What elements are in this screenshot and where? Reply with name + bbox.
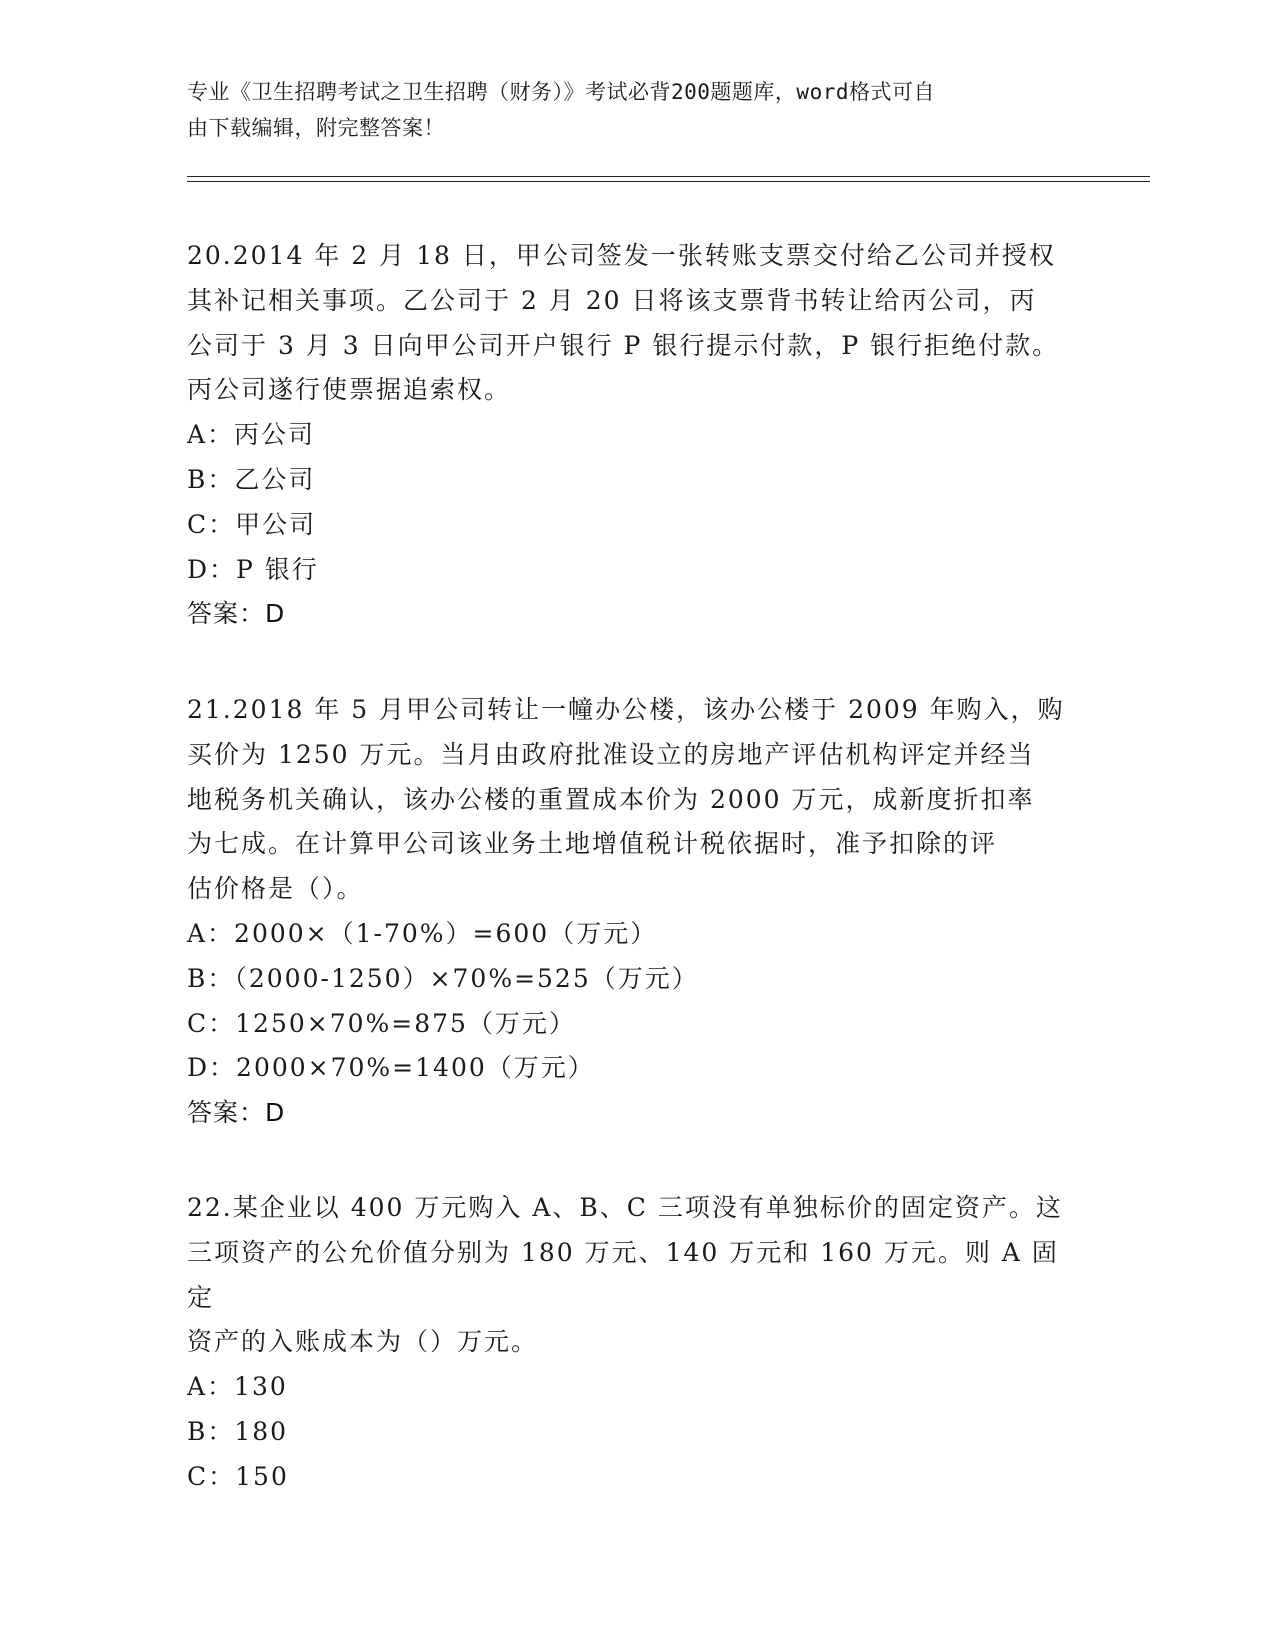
question-20 xyxy=(187,234,1067,637)
answer-label: 答案：D xyxy=(187,1098,286,1128)
header-line-1: 专业《卫生招聘考试之卫生招聘（财务）》考试必背200题题库，word格式可自 xyxy=(187,80,935,104)
stem-line: 公司于 3 月 3 日向甲公司开户银行 P 银行提示付款，P 银行拒绝付款。 xyxy=(187,330,1060,360)
stem-line: 三项资产的公允价值分别为 180 万元、140 万元和 160 万元。则 A 固定 xyxy=(187,1237,1059,1312)
option-a: A：丙公司 xyxy=(187,420,316,450)
option-b: B：（2000-1250）×70%=525（万元） xyxy=(187,963,699,993)
question-stem xyxy=(187,688,1067,912)
option-b: B：乙公司 xyxy=(187,464,316,494)
header-divider-bottom xyxy=(187,181,1150,182)
header-line-2: 由下载编辑，附完整答案！ xyxy=(187,116,445,140)
document-header xyxy=(187,74,1067,146)
stem-line: 22.某企业以 400 万元购入 A、B、C 三项没有单独标价的固定资产。这 xyxy=(187,1193,1063,1222)
header-divider-top xyxy=(187,176,1150,177)
option-a: A：2000×（1-70%）=600（万元） xyxy=(187,918,658,948)
option-c: C：甲公司 xyxy=(187,509,317,539)
stem-line: 其补记相关事项。乙公司于 2 月 20 日将该支票背书转让给丙公司，丙 xyxy=(187,285,1037,315)
option-b: B：180 xyxy=(187,1416,289,1446)
question-22 xyxy=(187,1186,1067,1500)
stem-line: 买价为 1250 万元。当月由政府批准设立的房地产评估机构评定并经当 xyxy=(187,739,1035,769)
stem-line: 丙公司遂行使票据追索权。 xyxy=(187,375,512,405)
option-c: C：1250×70%=875（万元） xyxy=(187,1008,576,1038)
stem-line: 为七成。在计算甲公司该业务土地增值税计税依据时，准予扣除的评 xyxy=(187,829,998,859)
stem-line: 资产的入账成本为（）万元。 xyxy=(187,1327,539,1357)
option-d: D：2000×70%=1400（万元） xyxy=(187,1053,595,1083)
stem-line: 21.2018 年 5 月甲公司转让一幢办公楼，该办公楼于 2009 年购入，购 xyxy=(187,695,1065,724)
stem-line: 20.2014 年 2 月 18 日，甲公司签发一张转账支票交付给乙公司并授权 xyxy=(187,241,1056,270)
question-21 xyxy=(187,688,1067,1136)
option-d: D：P 银行 xyxy=(187,554,319,584)
option-c: C：150 xyxy=(187,1461,289,1491)
answer-label: 答案：D xyxy=(187,599,286,629)
question-stem xyxy=(187,234,1067,413)
question-stem xyxy=(187,1186,1067,1365)
option-a: A：130 xyxy=(187,1372,288,1402)
stem-line: 地税务机关确认，该办公楼的重置成本价为 2000 万元，成新度折扣率 xyxy=(187,784,1035,814)
stem-line: 估价格是（）。 xyxy=(187,874,364,904)
